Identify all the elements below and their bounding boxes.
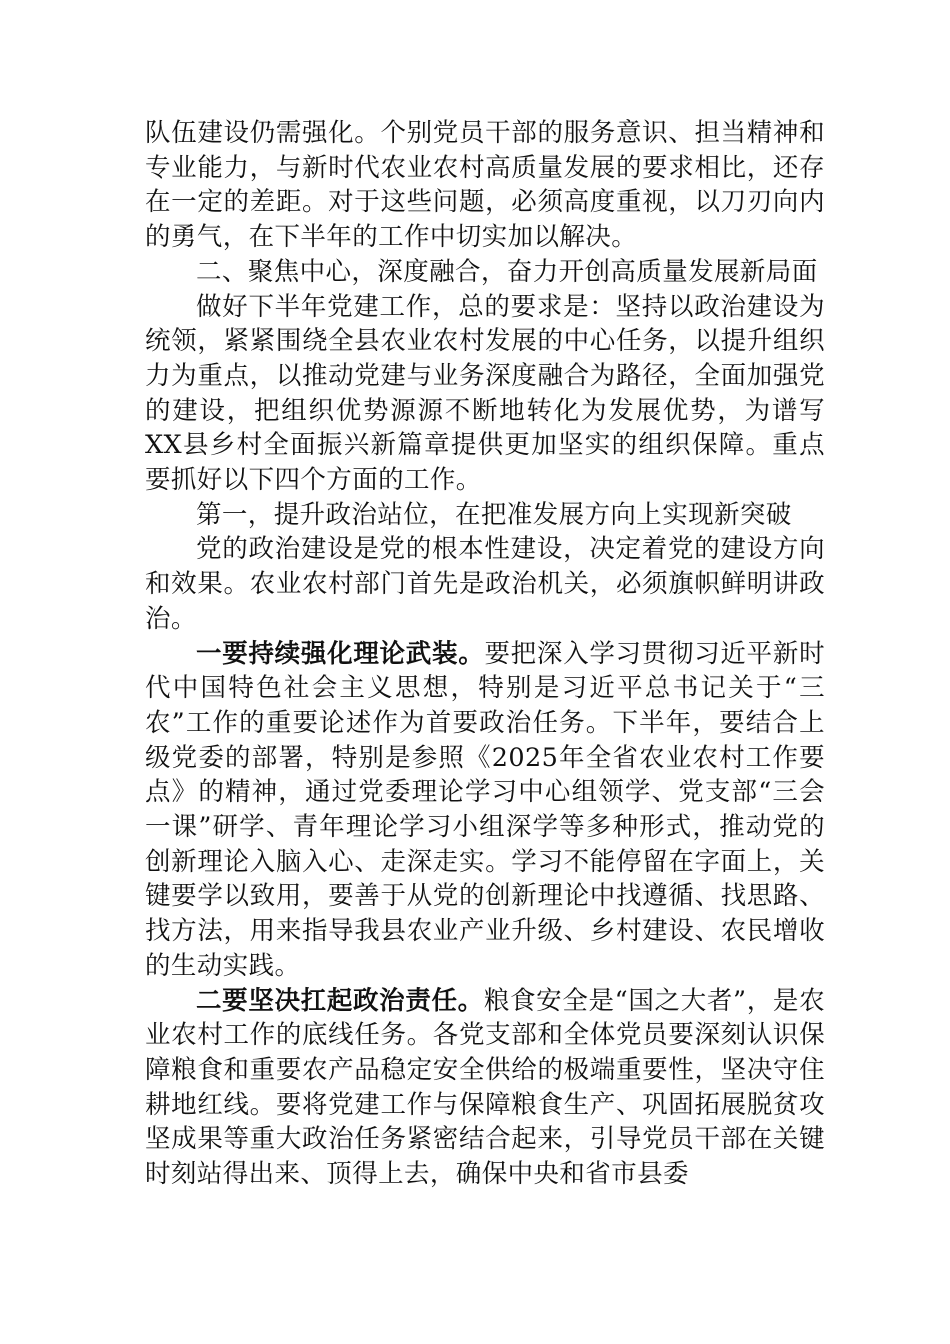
subsection-heading — [145, 498, 825, 533]
paragraph-lead: 二要坚决扛起政治责任。 — [196, 985, 484, 1016]
paragraph-text: 粮食安全是“国之大者”，是农业农村工作的底线任务。各党支部和全体党员要深刻认识保障粮食和重要农产品稳定安全供给的极端重要性，坚决守住耕地红线。要将党建工作与保障粮食生产、巩固拓展脱贫攻坚成果等重大政治任务紧密结合起来，引导党员干部在关键时刻站得出来、顶得上去，确保中央和省市县委 — [145, 985, 825, 1190]
subsection-heading-text: 第一，提升政治站位，在把准发展方向上实现新突破 — [196, 499, 792, 530]
paragraph-text: 队伍建设仍需强化。个别党员干部的服务意识、担当精神和专业能力，与新时代农业农村高质量发展的要求相比，还存在一定的差距。对于这些问题，必须高度重视，以刀刃向内的勇气，在下半年的工作中切实加以解决。 — [145, 118, 825, 253]
paragraph — [145, 532, 825, 636]
section-heading — [145, 255, 825, 290]
paragraph — [145, 637, 825, 984]
section-heading-text: 二、聚焦中心，深度融合，奋力开创高质量发展新局面 — [196, 256, 818, 287]
paragraph-text: 党的政治建设是党的根本性建设，决定着党的建设方向和效果。农业农村部门首先是政治机关，必须旗帜鲜明讲政治。 — [145, 534, 825, 634]
paragraph-lead: 一要持续强化理论武装。 — [196, 638, 485, 669]
document-body — [145, 116, 825, 1192]
paragraph — [145, 290, 825, 498]
paragraph — [145, 116, 825, 255]
paragraph-text: 做好下半年党建工作，总的要求是：坚持以政治建设为统领，紧紧围绕全县农业农村发展的中心任务，以提升组织力为重点，以推动党建与业务深度融合为路径，全面加强党的建设，把组织优势源源不断地转化为发展优势，为谱写XX县乡村全面振兴新篇章提供更加坚实的组织保障。重点要抓好以下四个方面的工作。 — [145, 291, 825, 496]
paragraph — [145, 984, 825, 1192]
paragraph-text: 要把深入学习贯彻习近平新时代中国特色社会主义思想，特别是习近平总书记关于“三农”工作的重要论述作为首要政治任务。下半年，要结合上级党委的部署，特别是参照《2025年全省农业农村工作要点》的精神，通过党委理论学习中心组领学、党支部“三会一课”研学、青年理论学习小组深学等多种形式，推动党的创新理论入脑入心、走深走实。学习不能停留在字面上，关键要学以致用，要善于从党的创新理论中找遵循、找思路、找方法，用来指导我县农业产业升级、乡村建设、农民增收的生动实践。 — [145, 638, 825, 981]
